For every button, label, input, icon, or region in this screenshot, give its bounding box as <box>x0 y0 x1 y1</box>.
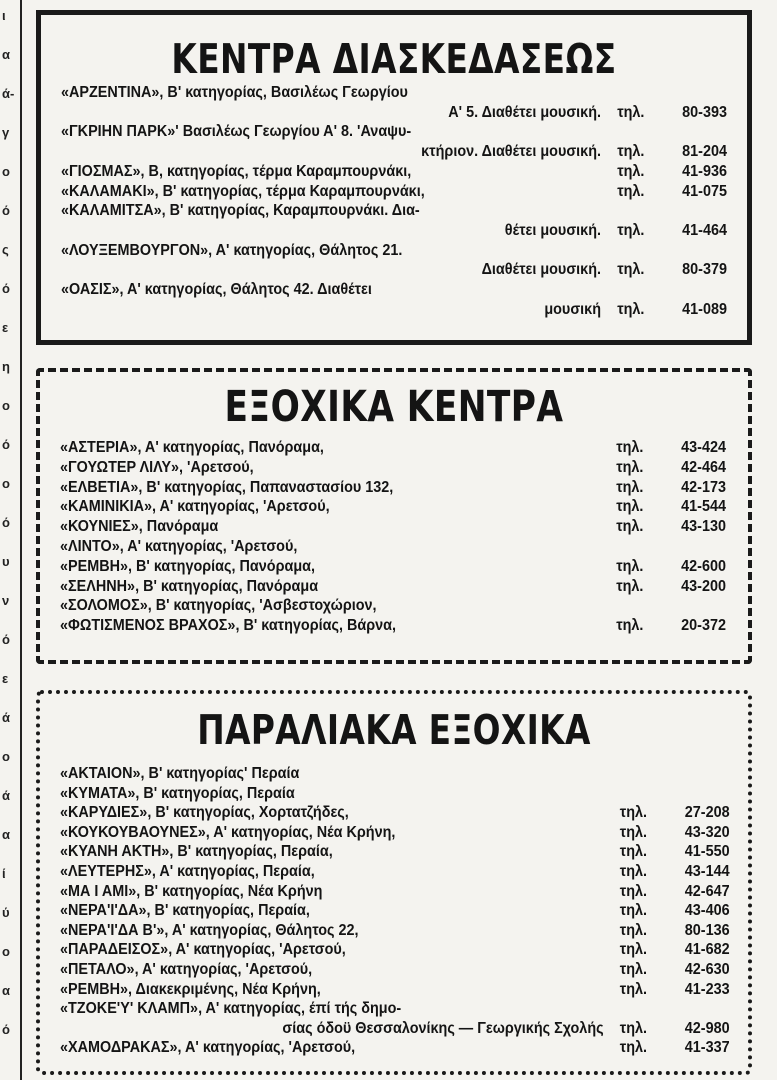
listing-text: «ΑΣΤΕΡΙΑ», Α' κατηγορίας, Πανόραμα, <box>60 439 324 456</box>
phone-number <box>620 960 730 980</box>
phone-digits: 20-372 <box>681 617 726 635</box>
listing-text-continued: μουσική <box>544 300 601 318</box>
listing-text: «ΕΛΒΕΤΙΑ», Β' κατηγορίας, Παπαναστασίου 132, <box>60 478 394 496</box>
margin-fragment: ε <box>2 671 9 686</box>
listing-entry <box>60 803 730 823</box>
phone-digits: 27-208 <box>684 804 730 822</box>
listing-entry <box>60 940 730 960</box>
listing-text-continued: κτήριον. Διαθέτει μουσική. <box>421 143 601 161</box>
listing-entry <box>60 497 726 517</box>
section-box-country-venues <box>36 368 752 664</box>
phone-number <box>620 1019 730 1039</box>
phone-label: τηλ. <box>616 439 644 456</box>
entry-list <box>61 83 727 319</box>
margin-fragment: ά- <box>2 86 15 101</box>
phone-label: τηλ. <box>619 804 648 822</box>
phone-label: τηλ. <box>619 1039 648 1057</box>
margin-fragment: ν <box>2 593 10 608</box>
listing-text-continued: θέτει μουσική. <box>504 221 601 239</box>
phone-number <box>617 162 727 182</box>
margin-fragment: γ <box>2 125 10 140</box>
phone-number <box>617 103 727 123</box>
phone-digits: 43-406 <box>684 902 730 920</box>
section-heading: ΚΕΝΤΡΑ ΔΙΑΣΚΕΔΑΣΕΩΣ <box>171 35 617 83</box>
listing-text: «ΑΚΤΑΙΟΝ», Β' κατηγορίας' Περαία <box>60 765 300 782</box>
phone-digits: 41-075 <box>682 182 727 200</box>
listing-text: «ΚΥΑΝΗ ΑΚΤΗ», Β' κατηγορίας, Περαία, <box>60 843 333 861</box>
listing-entry <box>60 458 726 478</box>
margin-fragment: α <box>2 827 10 842</box>
listing-entry <box>60 980 730 1000</box>
phone-number <box>620 940 730 960</box>
listing-text-continued: Α' 5. Διαθέτει μουσική. <box>448 103 601 121</box>
phone-number <box>620 1038 730 1058</box>
phone-label: τηλ. <box>619 843 648 861</box>
phone-label: τηλ. <box>619 980 648 998</box>
listing-text-continued: Διαθέτει μουσική. <box>481 261 601 279</box>
margin-fragment: ό <box>2 515 10 530</box>
phone-digits: 41-682 <box>684 941 730 959</box>
margin-fragment: ο <box>2 749 10 764</box>
listing-text: «ΛΕΥΤΕΡΗΣ», Α' κατηγορίας, Περαία, <box>60 862 315 880</box>
phone-number <box>617 182 727 202</box>
section-heading: ΠΑΡΑΛΙΑΚΑ ΕΞΟΧΙΚΑ <box>197 706 591 754</box>
phone-number <box>620 921 730 941</box>
listing-entry <box>60 960 730 980</box>
listing-text: «ΚΥΜΑΤΑ», Β' κατηγορίας, Περαία <box>60 784 295 802</box>
margin-fragment: ο <box>2 398 10 413</box>
phone-digits: 43-424 <box>681 439 726 456</box>
phone-digits: 80-136 <box>684 921 730 939</box>
listing-entry <box>60 784 730 804</box>
phone-label: τηλ. <box>616 557 644 575</box>
listing-entry <box>60 921 730 941</box>
listing-entry <box>60 557 726 577</box>
listing-entry <box>60 1038 730 1058</box>
listing-text: «ΡΕΜΒΗ», Διακεκριμένης, Νέα Κρήνη, <box>60 980 321 998</box>
phone-label: τηλ. <box>617 182 645 200</box>
listing-text: «ΡΕΜΒΗ», Β' κατηγορίας, Πανόραμα, <box>60 557 316 575</box>
margin-fragment: ο <box>2 944 10 959</box>
listing-entry <box>60 901 730 921</box>
listing-text: «ΚΑΡΥΔΙΕΣ», Β' κατηγορίας, Χορτατζήδες, <box>60 804 349 822</box>
margin-fragment: ι <box>2 8 6 23</box>
phone-number <box>616 517 726 537</box>
phone-digits: 43-130 <box>681 518 726 536</box>
phone-number <box>617 260 727 280</box>
phone-digits: 41-464 <box>682 221 727 239</box>
phone-number <box>616 438 726 458</box>
listing-entry <box>60 438 726 458</box>
phone-digits: 41-337 <box>684 1039 730 1057</box>
phone-label: τηλ. <box>617 143 645 161</box>
phone-digits: 43-320 <box>684 823 730 841</box>
phone-digits: 42-630 <box>684 960 730 978</box>
phone-label: τηλ. <box>617 162 645 180</box>
margin-fragment: ε <box>2 320 9 335</box>
phone-number <box>616 458 726 478</box>
margin-fragment: ς <box>2 242 9 257</box>
phone-label: τηλ. <box>616 577 644 595</box>
phone-number <box>616 478 726 498</box>
section-heading: ΕΞΟΧΙΚΑ ΚΕΝΤΡΑ <box>224 382 564 432</box>
margin-fragment: ό <box>2 1022 10 1037</box>
listing-text: «ΣΟΛΟΜΟΣ», Β' κατηγορίας, 'Ασβεστοχώριον, <box>60 597 377 615</box>
listing-text: «ΣΕΛΗΝΗ», Β' κατηγορίας, Πανόραμα <box>60 577 319 595</box>
phone-digits: 43-200 <box>681 577 726 595</box>
phone-number <box>620 882 730 902</box>
phone-label: τηλ. <box>616 518 644 536</box>
phone-number <box>620 823 730 843</box>
margin-fragment: ο <box>2 164 10 179</box>
listing-entry <box>60 882 730 902</box>
margin-fragment: α <box>2 983 10 998</box>
margin-fragment: ά <box>2 710 10 725</box>
phone-digits: 80-379 <box>682 261 727 279</box>
margin-fragment: ό <box>2 203 10 218</box>
phone-number <box>617 221 727 241</box>
phone-label: τηλ. <box>619 960 648 978</box>
margin-fragment: ό <box>2 437 10 452</box>
listing-text-continued: σίας όδοϋ Θεσσαλονίκης — Γεωργικής Σχολής <box>282 1019 604 1037</box>
listing-text: «ΝΕΡΑ'Ι'ΔΑ Β'», Α' κατηγορίας, Θάλητος 22, <box>60 921 359 939</box>
listing-text: «ΚΟΥΝΙΕΣ», Πανόραμα <box>60 518 219 536</box>
margin-fragment: α <box>2 47 10 62</box>
phone-number <box>616 577 726 597</box>
listing-text: «ΜΑ Ι ΑΜΙ», Β' κατηγορίας, Νέα Κρήνη <box>60 882 323 900</box>
listing-entry <box>60 537 726 557</box>
phone-label: τηλ. <box>619 902 648 920</box>
phone-number <box>620 901 730 921</box>
phone-label: τηλ. <box>617 221 645 239</box>
listing-entry <box>61 241 727 280</box>
phone-digits: 41-544 <box>681 498 726 516</box>
phone-label: τηλ. <box>619 941 648 959</box>
phone-digits: 41-936 <box>682 162 727 180</box>
phone-number <box>620 842 730 862</box>
listing-text: «ΧΑΜΟΔΡΑΚΑΣ», Α' κατηγορίας, 'Αρετσού, <box>60 1039 356 1057</box>
entry-list <box>60 764 730 1058</box>
listing-entry <box>61 122 727 161</box>
listing-text: «ΠΑΡΑΔΕΙΣΟΣ», Α' κατηγορίας, 'Αρετσού, <box>60 941 346 959</box>
listing-entry <box>60 999 730 1038</box>
listing-text: «ΓΟΥΩΤΕΡ ΛΙΛΥ», 'Αρετσού, <box>60 458 254 476</box>
phone-digits: 41-089 <box>682 300 727 318</box>
phone-label: τηλ. <box>616 617 644 635</box>
phone-label: τηλ. <box>619 921 648 939</box>
listing-text: «ΠΕΤΑΛΟ», Α' κατηγορίας, 'Αρετσού, <box>60 960 313 978</box>
listing-entry <box>60 577 726 597</box>
section-box-entertainment-centers <box>36 10 752 345</box>
listing-entry <box>60 862 730 882</box>
listing-entry <box>61 162 727 182</box>
phone-digits: 80-393 <box>682 103 727 121</box>
phone-number <box>620 862 730 882</box>
phone-label: τηλ. <box>619 862 648 880</box>
listing-text: «ΓΚΡΙΗΝ ΠΑΡΚ»' Βασιλέως Γεωργίου Α' 8. 'Αναψυ- <box>61 123 412 141</box>
listing-entry <box>60 842 730 862</box>
phone-label: τηλ. <box>617 103 645 121</box>
phone-label: τηλ. <box>616 458 644 476</box>
margin-fragment: ά <box>2 788 10 803</box>
listing-text: «ΟΑΣΙΣ», Α' κατηγορίας, Θάλητος 42. Διαθέτει <box>61 281 372 299</box>
listing-entry <box>60 764 730 784</box>
phone-label: τηλ. <box>616 478 644 496</box>
listing-entry <box>60 616 726 636</box>
listing-entry <box>60 478 726 498</box>
phone-digits: 41-233 <box>684 980 730 998</box>
margin-fragment: η <box>2 359 10 374</box>
left-margin-strip <box>0 0 22 1080</box>
phone-label: τηλ. <box>619 882 648 900</box>
listing-text: «ΛΙΝΤΟ», Α' κατηγορίας, 'Αρετσού, <box>60 537 298 555</box>
phone-label: τηλ. <box>617 300 645 318</box>
phone-digits: 41-550 <box>684 843 730 861</box>
listing-text: «ΦΩΤΙΣΜΕΝΟΣ ΒΡΑΧΟΣ», Β' κατηγορίας, Βάρνα, <box>60 617 396 635</box>
listing-entry <box>61 182 727 202</box>
listing-text: «ΚΑΛΑΜΙΤΣΑ», Β' κατηγορίας, Καραμπουρνάκι. Δια- <box>61 202 420 220</box>
phone-number <box>616 616 726 636</box>
margin-fragment: ί <box>2 866 6 881</box>
listing-text: «ΚΑΛΑΜΑΚΙ», Β' κατηγορίας, τέρμα Καραμπουρνάκι, <box>61 182 425 200</box>
listing-text: «ΓΙΟΣΜΑΣ», Β, κατηγορίας, τέρμα Καραμπουρνάκι, <box>61 162 412 180</box>
phone-digits: 42-173 <box>681 478 726 496</box>
phone-digits: 42-647 <box>684 882 730 900</box>
phone-number <box>616 557 726 577</box>
phone-number <box>617 142 727 162</box>
listing-text: «ΤΖΟΚΕ'Υ' ΚΛΑΜΠ», Α' κατηγορίας, έπί τής δημο- <box>60 1000 402 1018</box>
listing-entry <box>61 280 727 319</box>
section-box-seaside-venues <box>36 690 752 1075</box>
phone-number <box>620 803 730 823</box>
listing-entry <box>61 201 727 240</box>
listing-text: «ΑΡΖΕΝΤΙΝΑ», Β' κατηγορίας, Βασιλέως Γεωργίου <box>61 84 408 101</box>
listing-entry <box>60 517 726 537</box>
phone-number <box>620 980 730 1000</box>
phone-digits: 81-204 <box>682 143 727 161</box>
margin-fragment: ύ <box>2 905 10 920</box>
listing-text: «ΛΟΥΞΕΜΒΟΥΡΓΟΝ», Α' κατηγορίας, Θάλητος 21. <box>61 241 403 259</box>
listing-text: «ΝΕΡΑ'Ι'ΔΑ», Β' κατηγορίας, Περαία, <box>60 902 310 920</box>
phone-digits: 42-980 <box>684 1019 730 1037</box>
phone-digits: 42-464 <box>681 458 726 476</box>
margin-fragment: ό <box>2 632 10 647</box>
phone-digits: 42-600 <box>681 557 726 575</box>
phone-number <box>616 497 726 517</box>
margin-fragment: υ <box>2 554 10 569</box>
phone-label: τηλ. <box>616 498 644 516</box>
listing-text: «ΚΟΥΚΟΥΒΑΟΥΝΕΣ», Α' κατηγορίας, Νέα Κρήνη, <box>60 823 396 841</box>
listing-entry <box>60 823 730 843</box>
phone-label: τηλ. <box>619 823 648 841</box>
margin-fragment: ό <box>2 281 10 296</box>
margin-fragment: ο <box>2 476 10 491</box>
phone-digits: 43-144 <box>684 862 730 880</box>
listing-entry <box>61 83 727 122</box>
phone-label: τηλ. <box>619 1019 648 1037</box>
listing-text: «ΚΑΜΙΝΙΚΙΑ», Α' κατηγορίας, 'Αρετσού, <box>60 498 330 516</box>
entry-list <box>60 438 726 636</box>
phone-label: τηλ. <box>617 261 645 279</box>
phone-number <box>617 300 727 320</box>
listing-entry <box>60 596 726 616</box>
